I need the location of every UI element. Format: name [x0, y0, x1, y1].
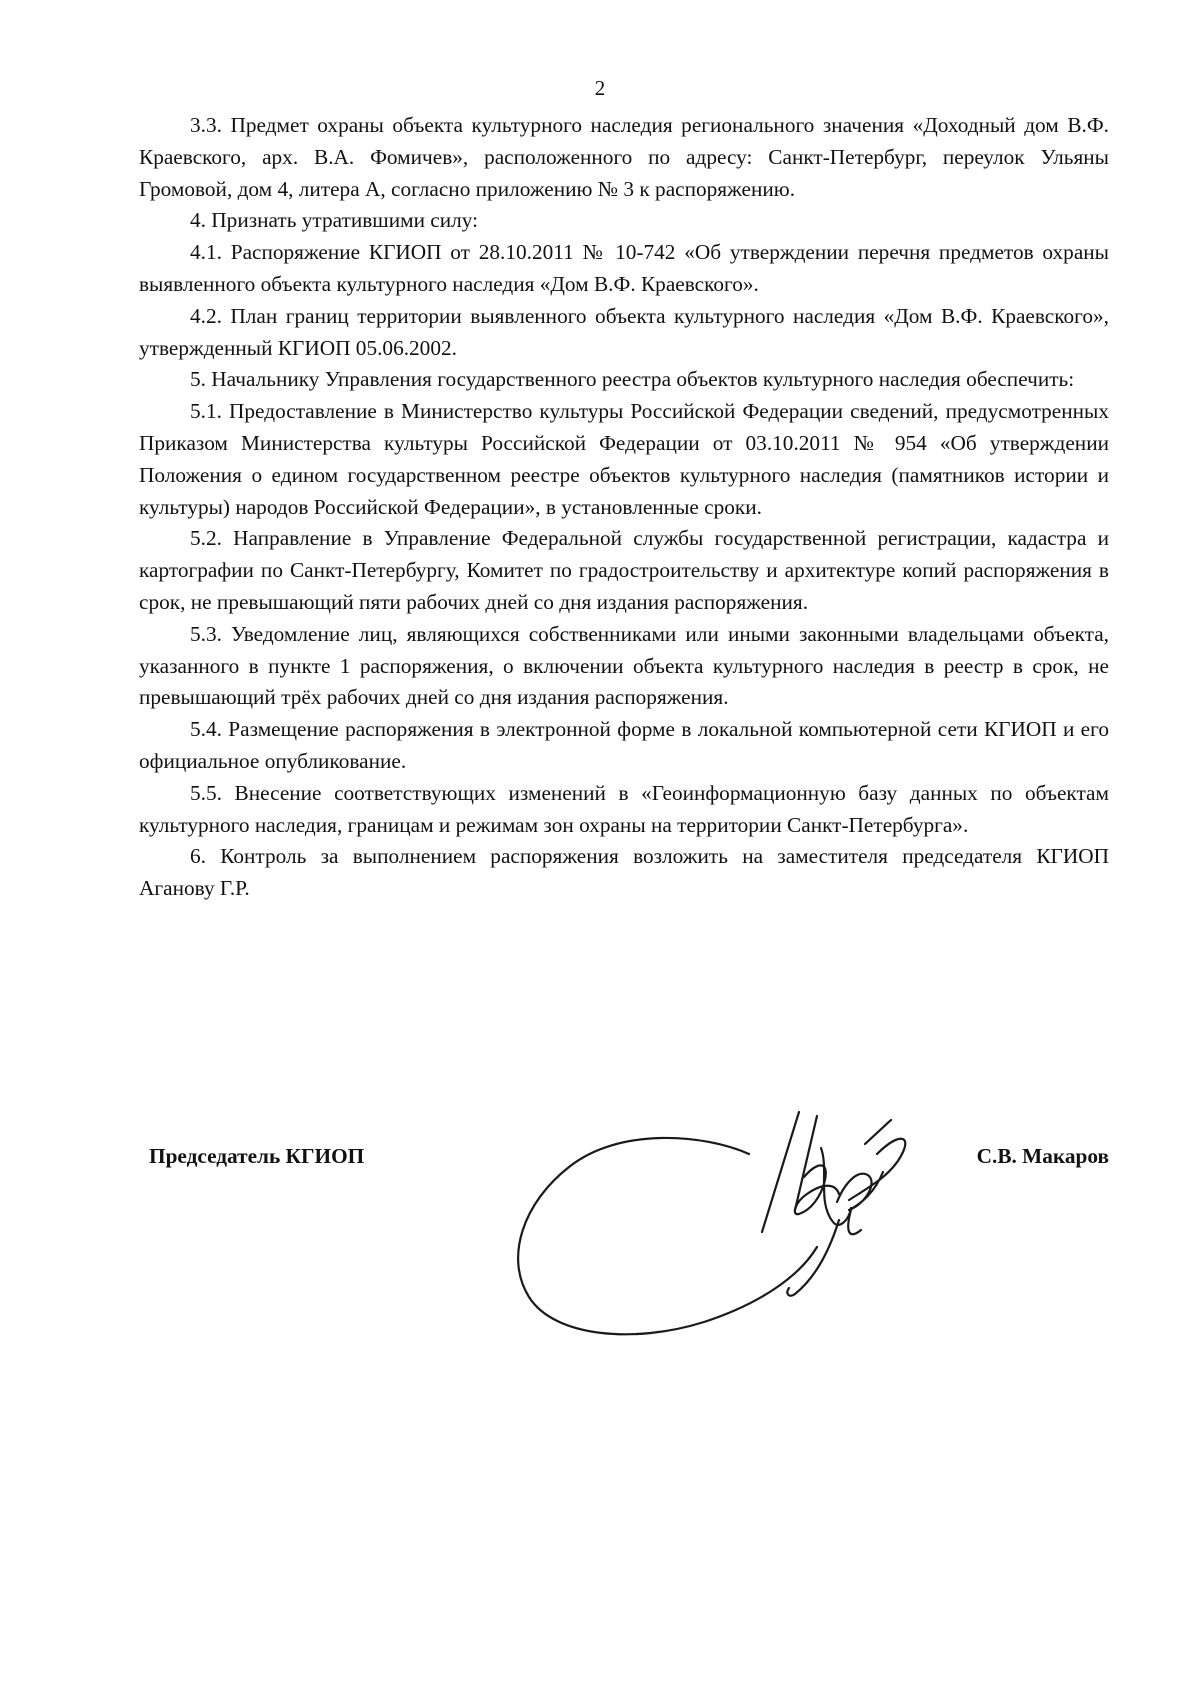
paragraph-5-1: 5.1. Предоставление в Министерство культуры Российской Федерации сведений, предусмотренных Приказом Министерства культуры Российской Федерации от 03.10.2011 № 954 «Об утверждении Положения о едином государственном реестре объектов культурного наследия (памятников истории и культуры) народов Российской Федерации», в установленные сроки. — [139, 399, 1109, 519]
paragraph-3-3: 3.3. Предмет охраны объекта культурного наследия регионального значения «Доходный дом В.Ф. Краевского, арх. В.А. Фомичев», расположенного по адресу: Санкт-Петербург, переулок Ульяны Громовой, дом 4, литера А, согласно приложению № 3 к распоряжению. — [139, 113, 1109, 201]
paragraph-5-2: 5.2. Направление в Управление Федеральной службы государственной регистрации, кадастра и картографии по Санкт-Петербургу, Комитет по градостроительству и архитектуре копий распоряжения в срок, не превышающий пяти рабочих дней со дня издания распоряжения. — [139, 526, 1109, 614]
signer-position: Председатель КГИОП — [149, 1144, 365, 1168]
paragraph-5-5: 5.5. Внесение соответствующих изменений в «Геоинформационную базу данных по объектам культурного наследия, границам и режимам зон охраны на территории Санкт-Петербурга». — [139, 780, 1109, 837]
paragraph-6: 6. Контроль за выполнением распоряжения возложить на заместителя председателя КГИОП Аганову Г.Р. — [139, 844, 1109, 901]
paragraph-5: 5. Начальнику Управления государственного реестра объектов культурного наследия обеспечить: — [190, 367, 1075, 392]
paragraph-5-4: 5.4. Размещение распоряжения в электронной форме в локальной компьютерной сети КГИОП и его официальное опубликование. — [139, 717, 1109, 773]
signer-name: С.В. Макаров — [976, 1144, 1109, 1168]
handwritten-signature — [499, 1082, 919, 1352]
paragraph-4: 4. Признать утратившими силу: — [190, 208, 479, 233]
document-body — [139, 110, 1109, 905]
page-number: 2 — [594, 76, 606, 100]
paragraph-4-2: 4.2. План границ территории выявленного объекта культурного наследия «Дом В.Ф. Краевского», утвержденный КГИОП 05.06.2002. — [139, 303, 1109, 360]
signature-block — [139, 1128, 1109, 1378]
paragraph-4-1: 4.1. Распоряжение КГИОП от 28.10.2011 № 10-742 «Об утверждении перечня предметов охраны выявленного объекта культурного наследия «Дом В.Ф. Краевского». — [139, 240, 1109, 296]
paragraph-5-3: 5.3. Уведомление лиц, являющихся собственниками или иными законными владельцами объекта, указанного в пункте 1 распоряжения, о включении объекта культурного наследия в реестр в срок, не превышающий трёх рабочих дней со дня издания распоряжения. — [139, 621, 1109, 710]
